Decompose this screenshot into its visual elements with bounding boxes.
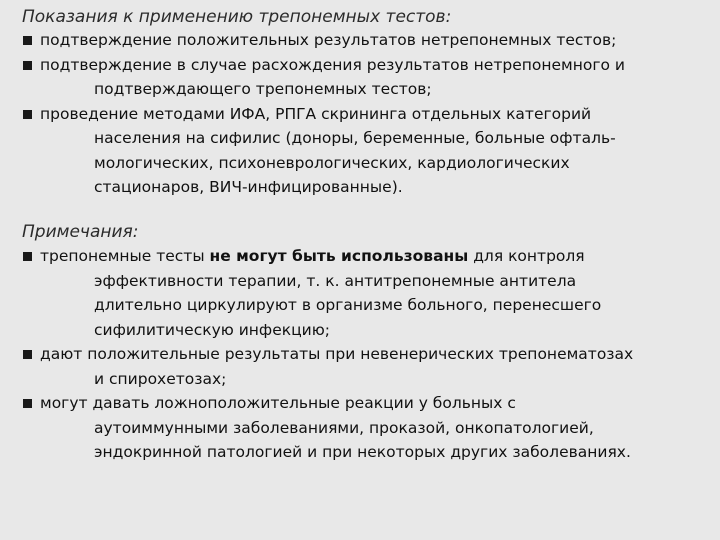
item-text-continued: длительно циркулируют в организме больного, перенесшего bbox=[94, 296, 602, 314]
item-text-continued: эффективности терапии, т. к. антитрепонемные антитела bbox=[94, 271, 577, 290]
list-item bbox=[23, 102, 625, 200]
item-text-continued: населения на сифилис (доноры, беременные, больные офталь- bbox=[94, 129, 616, 147]
item-text: подтверждение в случае расхождения результатов нетрепонемного и bbox=[40, 55, 625, 74]
list-item bbox=[23, 391, 633, 465]
notes-title: Примечания: bbox=[22, 222, 139, 242]
indications-list bbox=[23, 28, 625, 200]
item-text-post: для контроля bbox=[468, 247, 585, 265]
item-text-continued: стационаров, ВИЧ-инфицированные). bbox=[94, 178, 403, 196]
square-bullet-icon bbox=[23, 252, 32, 261]
item-text-continued: мологических, психоневрологических, кардиологических bbox=[94, 153, 570, 172]
item-text-continued: и спирохетозах; bbox=[94, 369, 227, 388]
item-text: подтверждение положительных результатов нетрепонемных тестов; bbox=[40, 31, 617, 49]
list-item bbox=[23, 53, 625, 102]
square-bullet-icon bbox=[23, 350, 32, 359]
square-bullet-icon bbox=[23, 110, 32, 119]
item-text-pre: трепонемные тесты bbox=[40, 247, 210, 265]
list-item bbox=[23, 342, 633, 391]
list-item bbox=[23, 244, 633, 342]
list-item bbox=[23, 28, 625, 53]
item-text: дают положительные результаты при невенерических трепонематозах bbox=[40, 345, 634, 363]
item-text bbox=[23, 244, 633, 269]
square-bullet-icon bbox=[23, 61, 32, 70]
notes-list bbox=[23, 244, 633, 465]
square-bullet-icon bbox=[23, 36, 32, 45]
item-text-continued: сифилитическую инфекцию; bbox=[94, 320, 330, 339]
item-text-continued: аутоиммунными заболеваниями, проказой, онкопатологией, bbox=[94, 418, 594, 437]
indications-title: Показания к применению трепонемных тестов: bbox=[22, 7, 452, 27]
emphasis-text: не могут быть использованы bbox=[209, 247, 469, 265]
item-text: проведение методами ИФА, РПГА скрининга отдельных категорий bbox=[40, 104, 592, 123]
item-text-continued: эндокринной патологией и при некоторых других заболеваниях. bbox=[94, 443, 631, 461]
item-text: могут давать ложноположительные реакции у больных с bbox=[40, 394, 516, 412]
square-bullet-icon bbox=[23, 399, 32, 408]
item-text-continued: подтверждающего трепонемных тестов; bbox=[94, 80, 432, 98]
